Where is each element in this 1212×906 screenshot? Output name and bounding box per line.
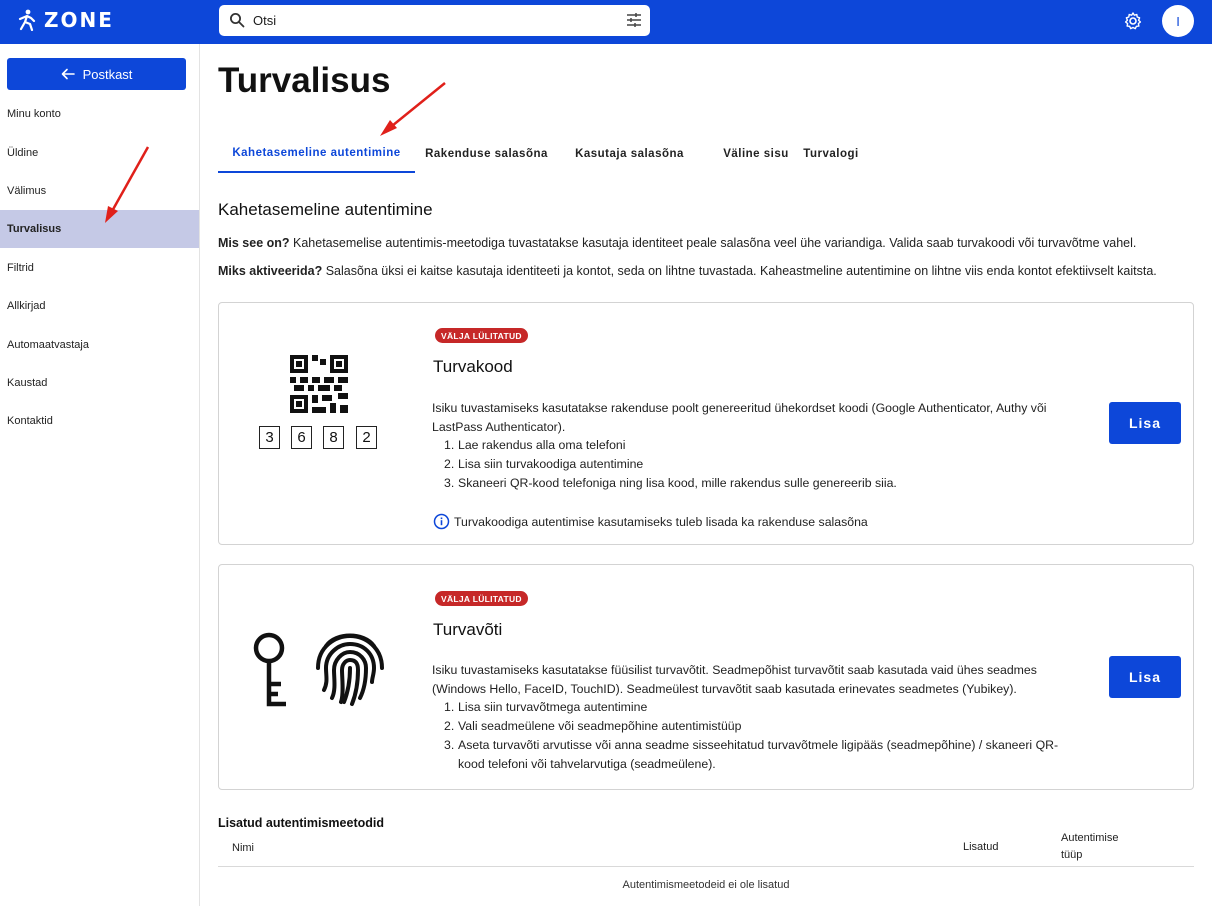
search-bar[interactable]: [219, 5, 650, 36]
qr-code-icon: [290, 355, 348, 418]
settings-gear-icon[interactable]: [1123, 11, 1143, 36]
tab-user-password[interactable]: Kasutaja salasõna: [575, 148, 684, 160]
section-title: Kahetasemeline autentimine: [218, 200, 433, 219]
steps-list: [444, 436, 1094, 493]
steps-list: [444, 698, 1084, 774]
why-text: Salasõna üksi ei kaitse kasutaja identiteeti ja kontot, seda on lihtne tuvastada. Kaheastmeline autentimine on lihtne viis enda kontot efektiivselt kaitsta.: [322, 264, 1157, 278]
info-note: [433, 513, 868, 530]
user-avatar[interactable]: I: [1162, 5, 1194, 37]
sidebar-item-filtrid[interactable]: Filtrid: [7, 262, 34, 274]
info-icon: [433, 513, 450, 530]
code-digit: 6: [291, 426, 312, 449]
why-label: Miks aktiveerida?: [218, 264, 323, 278]
what-label: Mis see on?: [218, 236, 290, 250]
status-badge: VÄLJA LÜLITATUD: [435, 591, 528, 606]
back-to-inbox-button[interactable]: [7, 58, 186, 90]
search-icon: [229, 12, 245, 33]
annotation-arrow: [375, 78, 450, 140]
tab-bar: [218, 135, 1193, 173]
zone-logo-icon: [18, 9, 38, 31]
list-item: 3. Skaneeri QR-kood telefoniga ning lisa kood, mille rakendus sulle genereerib siia.: [444, 476, 897, 490]
key-icon: [253, 632, 291, 713]
code-digit: 2: [356, 426, 377, 449]
search-input[interactable]: [253, 10, 603, 30]
what-text: Kahetasemelise autentimis-meetodiga tuvastatakse kasutaja identiteet peale salasõna veel ühe variandiga. Valida saab turvakoodi või turvavõtme vahel.: [289, 236, 1137, 250]
list-item: 2. Lisa siin turvakoodiga autentimine: [444, 457, 644, 471]
info-note-text: Turvakoodiga autentimise kasutamiseks tuleb lisada ka rakenduse salasõna: [454, 514, 868, 529]
sidebar-item-valimus[interactable]: Välimus: [7, 185, 47, 197]
sidebar-item-turvalisus[interactable]: Turvalisus: [0, 210, 199, 248]
logo[interactable]: [18, 8, 114, 32]
code-digit: 3: [259, 426, 280, 449]
card-title: Turvavõti: [433, 620, 503, 639]
sidebar-item-uldine[interactable]: Üldine: [7, 147, 39, 159]
arrow-left-icon: [61, 68, 75, 80]
filter-sliders-icon[interactable]: [626, 12, 642, 33]
table-divider: [218, 866, 1194, 867]
list-item: 2. Vali seadmeülene või seadmepõhine autentimistüüp: [444, 719, 742, 733]
card-description: Isiku tuvastamiseks kasutatakse rakenduse poolt genereeritud ühekordset koodi (Google Authenticator, Authy või LastPass Authenticator).: [432, 401, 1047, 434]
code-digit: 8: [323, 426, 344, 449]
logo-text: ZONE: [44, 8, 114, 32]
empty-table-message: Autentimismeetodeid ei ole lisatud: [622, 879, 790, 891]
column-header-name[interactable]: Nimi: [232, 842, 254, 854]
methods-table-title: Lisatud autentimismeetodid: [218, 816, 384, 830]
tab-external-content[interactable]: Väline sisu: [723, 148, 789, 160]
tab-security-log[interactable]: Turvalogi: [803, 148, 859, 160]
add-security-key-button[interactable]: Lisa: [1109, 656, 1181, 698]
fingerprint-icon: [314, 628, 386, 713]
why-activate-paragraph: [218, 264, 1157, 278]
annotation-arrow: [98, 143, 153, 227]
tab-two-factor[interactable]: Kahetasemeline autentimine: [218, 135, 415, 173]
sidebar-item-kaustad[interactable]: Kaustad: [7, 377, 48, 389]
list-item: 1. Lae rakendus alla oma telefoni: [444, 438, 626, 452]
sidebar-item-allkirjad[interactable]: Allkirjad: [7, 300, 46, 312]
sidebar-item-kontaktid[interactable]: Kontaktid: [7, 415, 53, 427]
status-badge: VÄLJA LÜLITATUD: [435, 328, 528, 343]
sidebar-item-minu-konto[interactable]: Minu konto: [7, 108, 61, 120]
card-title: Turvakood: [433, 357, 513, 376]
list-item: 1. Lisa siin turvavõtmega autentimine: [444, 700, 648, 714]
top-bar: [0, 0, 1212, 44]
tab-app-password[interactable]: Rakenduse salasõna: [425, 148, 548, 160]
column-header-auth-type[interactable]: Autentimise tüüp: [1061, 832, 1119, 861]
what-is-it-paragraph: [218, 236, 1136, 250]
list-item: 3. Aseta turvavõti arvutisse või anna seadme sisseehitatud turvavõtmele ligipääs (seadmepõhine) / skaneeri QR-kood telefoni või tahvelarvutiga (seadmeülene).: [444, 738, 1059, 771]
page-title: Turvalisus: [218, 61, 391, 100]
add-security-code-button[interactable]: Lisa: [1109, 402, 1181, 444]
back-button-label: Postkast: [82, 66, 133, 82]
card-description: Isiku tuvastamiseks kasutatakse füüsilist turvavõtit. Seadmepõhist turvavõtit saab kasutada vaid ühes seadmes (Windows Hello, FaceID, TouchID). Seadmeülest turvavõtit saab kasutada erinevates seadmetes (Yubikey).: [432, 663, 1037, 696]
column-header-added[interactable]: Lisatud: [963, 841, 999, 853]
sidebar-item-automaatvastaja[interactable]: Automaatvastaja: [7, 339, 89, 351]
